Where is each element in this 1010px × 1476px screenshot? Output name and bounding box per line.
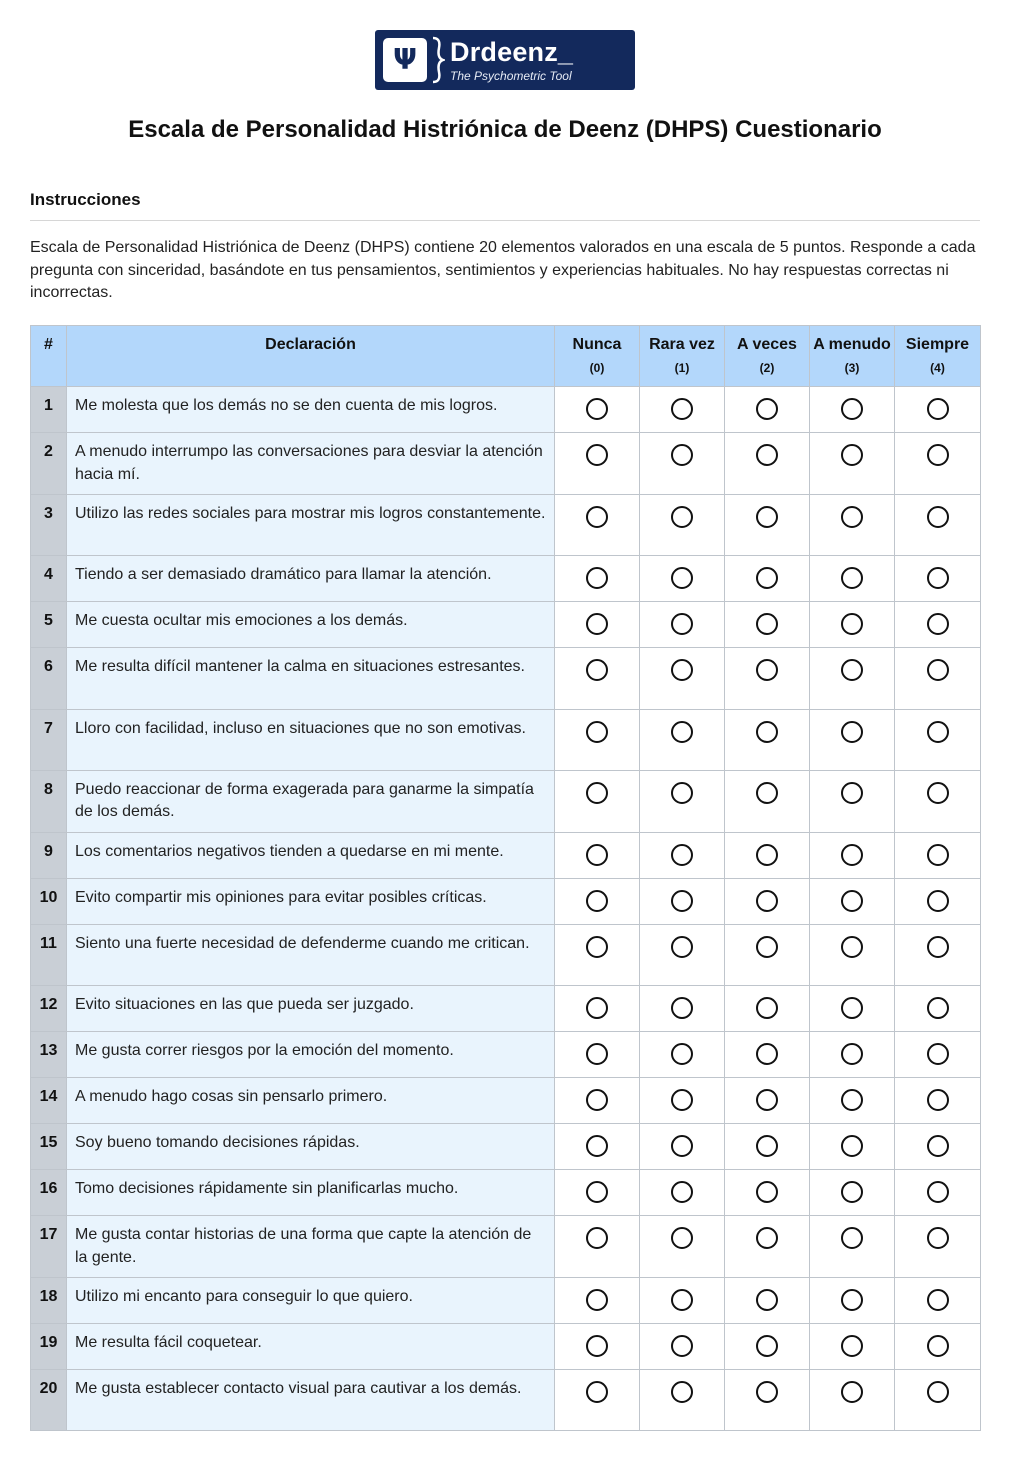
- item-statement: Tomo decisiones rápidamente sin planificarlas mucho.: [67, 1170, 555, 1216]
- option-cell: [810, 1124, 895, 1170]
- item-number: 5: [31, 602, 67, 648]
- option-cell: [640, 648, 725, 709]
- radio-option-0[interactable]: [586, 1289, 608, 1311]
- item-number: 17: [31, 1216, 67, 1278]
- radio-option-1[interactable]: [671, 613, 693, 635]
- table-row: [31, 1078, 981, 1124]
- option-cell: [895, 1216, 981, 1278]
- radio-option-1[interactable]: [671, 782, 693, 804]
- radio-option-0[interactable]: [586, 782, 608, 804]
- option-cell: [555, 1124, 640, 1170]
- radio-option-0[interactable]: [586, 936, 608, 958]
- option-cell: [895, 1078, 981, 1124]
- radio-option-0[interactable]: [586, 844, 608, 866]
- radio-option-1[interactable]: [671, 1289, 693, 1311]
- table-header-row: [31, 326, 981, 387]
- radio-option-1[interactable]: [671, 1381, 693, 1403]
- option-cell: [810, 924, 895, 985]
- radio-option-2[interactable]: [756, 506, 778, 528]
- item-number: 8: [31, 770, 67, 832]
- option-cell: [725, 1078, 810, 1124]
- option-points: (3): [844, 361, 860, 375]
- radio-option-0[interactable]: [586, 997, 608, 1019]
- radio-option-3[interactable]: [841, 1181, 863, 1203]
- item-number: 2: [31, 433, 67, 495]
- item-number: 3: [31, 495, 67, 556]
- radio-option-1[interactable]: [671, 890, 693, 912]
- option-cell: [895, 1170, 981, 1216]
- option-cell: [555, 602, 640, 648]
- divider: [30, 220, 980, 221]
- item-number: 4: [31, 556, 67, 602]
- option-cell: [810, 1324, 895, 1370]
- option-cell: [810, 770, 895, 832]
- option-cell: [640, 1216, 725, 1278]
- radio-option-4[interactable]: [927, 444, 949, 466]
- radio-option-4[interactable]: [927, 613, 949, 635]
- radio-option-2[interactable]: [756, 721, 778, 743]
- item-statement: Utilizo mi encanto para conseguir lo que quiero.: [67, 1278, 555, 1324]
- option-cell: [895, 986, 981, 1032]
- item-number: 10: [31, 878, 67, 924]
- radio-option-1[interactable]: [671, 1043, 693, 1065]
- option-cell: [725, 1032, 810, 1078]
- option-cell: [640, 1278, 725, 1324]
- option-cell: [725, 1324, 810, 1370]
- radio-option-2[interactable]: [756, 844, 778, 866]
- item-number: 11: [31, 924, 67, 985]
- option-cell: [725, 1170, 810, 1216]
- option-cell: [555, 1170, 640, 1216]
- option-cell: [555, 986, 640, 1032]
- radio-option-1[interactable]: [671, 721, 693, 743]
- option-cell: [725, 986, 810, 1032]
- item-statement: Me gusta correr riesgos por la emoción del momento.: [67, 1032, 555, 1078]
- option-cell: [895, 1124, 981, 1170]
- radio-option-0[interactable]: [586, 659, 608, 681]
- radio-option-3[interactable]: [841, 1043, 863, 1065]
- option-cell: [895, 602, 981, 648]
- option-cell: [640, 832, 725, 878]
- option-cell: [640, 433, 725, 495]
- option-cell: [895, 1278, 981, 1324]
- header-option-0: [555, 326, 640, 387]
- header-option-3: [810, 326, 895, 387]
- item-statement: Puedo reaccionar de forma exagerada para ganarme la simpatía de los demás.: [67, 770, 555, 832]
- radio-option-0[interactable]: [586, 444, 608, 466]
- radio-option-4[interactable]: [927, 1089, 949, 1111]
- radio-option-2[interactable]: [756, 1135, 778, 1157]
- option-cell: [640, 495, 725, 556]
- option-cell: [640, 924, 725, 985]
- radio-option-4[interactable]: [927, 1227, 949, 1249]
- option-cell: [725, 1370, 810, 1431]
- radio-option-4[interactable]: [927, 1043, 949, 1065]
- option-cell: [640, 770, 725, 832]
- header-statement: Declaración: [67, 326, 555, 387]
- item-statement: Me resulta difícil mantener la calma en situaciones estresantes.: [67, 648, 555, 709]
- radio-option-4[interactable]: [927, 398, 949, 420]
- option-cell: [725, 924, 810, 985]
- table-row: [31, 770, 981, 832]
- item-statement: Siento una fuerte necesidad de defenderme cuando me critican.: [67, 924, 555, 985]
- radio-option-0[interactable]: [586, 1335, 608, 1357]
- table-row: [31, 1370, 981, 1431]
- option-cell: [555, 495, 640, 556]
- item-statement: Soy bueno tomando decisiones rápidas.: [67, 1124, 555, 1170]
- radio-option-0[interactable]: [586, 506, 608, 528]
- option-cell: [810, 495, 895, 556]
- radio-option-1[interactable]: [671, 398, 693, 420]
- option-cell: [640, 709, 725, 770]
- option-cell: [810, 433, 895, 495]
- option-cell: [810, 556, 895, 602]
- radio-option-4[interactable]: [927, 1335, 949, 1357]
- table-row: [31, 878, 981, 924]
- item-number: 6: [31, 648, 67, 709]
- radio-option-3[interactable]: [841, 890, 863, 912]
- option-cell: [810, 1078, 895, 1124]
- radio-option-1[interactable]: [671, 506, 693, 528]
- option-cell: [555, 556, 640, 602]
- radio-option-4[interactable]: [927, 659, 949, 681]
- radio-option-2[interactable]: [756, 1181, 778, 1203]
- header-number: #: [31, 326, 67, 387]
- table-row: [31, 556, 981, 602]
- radio-option-3[interactable]: [841, 1227, 863, 1249]
- radio-option-3[interactable]: [841, 1089, 863, 1111]
- radio-option-4[interactable]: [927, 890, 949, 912]
- radio-option-3[interactable]: [841, 997, 863, 1019]
- option-cell: [895, 1032, 981, 1078]
- option-cell: [895, 1324, 981, 1370]
- table-row: [31, 709, 981, 770]
- table-row: [31, 648, 981, 709]
- option-cell: [895, 433, 981, 495]
- option-cell: [895, 878, 981, 924]
- radio-option-3[interactable]: [841, 659, 863, 681]
- option-cell: [895, 556, 981, 602]
- item-number: 1: [31, 387, 67, 433]
- option-cell: [640, 1124, 725, 1170]
- option-cell: [555, 1370, 640, 1431]
- item-statement: Me gusta contar historias de una forma que capte la atención de la gente.: [67, 1216, 555, 1278]
- item-statement: Tiendo a ser demasiado dramático para llamar la atención.: [67, 556, 555, 602]
- radio-option-1[interactable]: [671, 567, 693, 589]
- option-cell: [640, 556, 725, 602]
- option-cell: [640, 986, 725, 1032]
- option-cell: [725, 387, 810, 433]
- radio-option-4[interactable]: [927, 936, 949, 958]
- radio-option-0[interactable]: [586, 1381, 608, 1403]
- radio-option-2[interactable]: [756, 567, 778, 589]
- radio-option-4[interactable]: [927, 1135, 949, 1157]
- option-cell: [640, 1078, 725, 1124]
- table-row: [31, 602, 981, 648]
- radio-option-3[interactable]: [841, 1289, 863, 1311]
- page-title: Escala de Personalidad Histriónica de Deenz (DHPS) Cuestionario: [128, 116, 882, 143]
- option-cell: [725, 433, 810, 495]
- questionnaire-table: [30, 325, 981, 1431]
- option-label: A menudo: [813, 336, 891, 353]
- option-points: (1): [674, 361, 690, 375]
- option-label: Rara vez: [649, 336, 715, 353]
- table-row: [31, 495, 981, 556]
- option-cell: [725, 495, 810, 556]
- instructions-text: Escala de Personalidad Histriónica de Deenz (DHPS) contiene 20 elementos valorados en una escala de 5 puntos. Responde a cada pregunta con sinceridad, basándote en tus pensamientos, sentimientos y experiencias habituales. No hay respuestas correctas ni incorrectas.: [30, 239, 976, 301]
- option-points: (4): [930, 361, 945, 375]
- radio-option-1[interactable]: [671, 1089, 693, 1111]
- option-cell: [810, 986, 895, 1032]
- header-option-2: [725, 326, 810, 387]
- item-statement: Utilizo las redes sociales para mostrar mis logros constantemente.: [67, 495, 555, 556]
- option-cell: [895, 495, 981, 556]
- radio-option-1[interactable]: [671, 997, 693, 1019]
- item-statement: Me molesta que los demás no se den cuenta de mis logros.: [67, 387, 555, 433]
- option-cell: [725, 878, 810, 924]
- table-row: [31, 1278, 981, 1324]
- brace-icon: [429, 36, 445, 84]
- radio-option-0[interactable]: [586, 613, 608, 635]
- option-cell: [555, 1324, 640, 1370]
- radio-option-3[interactable]: [841, 782, 863, 804]
- option-points: (0): [589, 361, 605, 375]
- radio-option-1[interactable]: [671, 1227, 693, 1249]
- radio-option-4[interactable]: [927, 844, 949, 866]
- item-number: 15: [31, 1124, 67, 1170]
- radio-option-1[interactable]: [671, 844, 693, 866]
- brand-logo: [375, 30, 635, 90]
- radio-option-4[interactable]: [927, 1289, 949, 1311]
- option-cell: [725, 556, 810, 602]
- radio-option-2[interactable]: [756, 1227, 778, 1249]
- item-number: 7: [31, 709, 67, 770]
- radio-option-1[interactable]: [671, 659, 693, 681]
- option-cell: [555, 770, 640, 832]
- radio-option-4[interactable]: [927, 721, 949, 743]
- item-statement: Me gusta establecer contacto visual para cautivar a los demás.: [67, 1370, 555, 1431]
- radio-option-1[interactable]: [671, 1335, 693, 1357]
- radio-option-0[interactable]: [586, 1181, 608, 1203]
- radio-option-3[interactable]: [841, 844, 863, 866]
- item-number: 18: [31, 1278, 67, 1324]
- brand-tagline: The Psychometric Tool: [450, 69, 572, 83]
- option-cell: [555, 648, 640, 709]
- table-row: [31, 1216, 981, 1278]
- radio-option-3[interactable]: [841, 1381, 863, 1403]
- table-row: [31, 387, 981, 433]
- option-cell: [640, 1324, 725, 1370]
- item-statement: Los comentarios negativos tienden a quedarse en mi mente.: [67, 832, 555, 878]
- option-cell: [555, 387, 640, 433]
- psi-icon: Ψ: [383, 38, 427, 82]
- radio-option-2[interactable]: [756, 1381, 778, 1403]
- radio-option-0[interactable]: [586, 890, 608, 912]
- item-statement: Evito compartir mis opiniones para evitar posibles críticas.: [67, 878, 555, 924]
- header-option-4: [895, 326, 981, 387]
- option-cell: [725, 1278, 810, 1324]
- radio-option-2[interactable]: [756, 782, 778, 804]
- option-cell: [810, 1032, 895, 1078]
- item-statement: Lloro con facilidad, incluso en situaciones que no son emotivas.: [67, 709, 555, 770]
- radio-option-0[interactable]: [586, 1135, 608, 1157]
- table-row: [31, 986, 981, 1032]
- header-option-1: [640, 326, 725, 387]
- option-cell: [640, 387, 725, 433]
- option-cell: [555, 832, 640, 878]
- radio-option-3[interactable]: [841, 1135, 863, 1157]
- item-number: 12: [31, 986, 67, 1032]
- radio-option-3[interactable]: [841, 444, 863, 466]
- option-cell: [895, 770, 981, 832]
- option-cell: [725, 832, 810, 878]
- radio-option-2[interactable]: [756, 1335, 778, 1357]
- radio-option-2[interactable]: [756, 1089, 778, 1111]
- radio-option-2[interactable]: [756, 936, 778, 958]
- option-cell: [895, 709, 981, 770]
- option-cell: [555, 1278, 640, 1324]
- option-cell: [555, 1216, 640, 1278]
- radio-option-1[interactable]: [671, 444, 693, 466]
- item-number: 14: [31, 1078, 67, 1124]
- radio-option-2[interactable]: [756, 1043, 778, 1065]
- radio-option-2[interactable]: [756, 444, 778, 466]
- item-statement: A menudo interrumpo las conversaciones para desviar la atención hacia mí.: [67, 433, 555, 495]
- option-cell: [725, 709, 810, 770]
- table-row: [31, 832, 981, 878]
- option-cell: [810, 1170, 895, 1216]
- option-cell: [895, 832, 981, 878]
- radio-option-0[interactable]: [586, 398, 608, 420]
- option-cell: [810, 602, 895, 648]
- option-cell: [810, 387, 895, 433]
- radio-option-4[interactable]: [927, 782, 949, 804]
- radio-option-2[interactable]: [756, 659, 778, 681]
- radio-option-1[interactable]: [671, 936, 693, 958]
- option-cell: [810, 1216, 895, 1278]
- radio-option-2[interactable]: [756, 398, 778, 420]
- radio-option-4[interactable]: [927, 1181, 949, 1203]
- radio-option-3[interactable]: [841, 721, 863, 743]
- option-cell: [555, 709, 640, 770]
- option-cell: [725, 648, 810, 709]
- option-cell: [555, 1078, 640, 1124]
- option-cell: [895, 387, 981, 433]
- option-cell: [555, 924, 640, 985]
- option-cell: [640, 878, 725, 924]
- table-row: [31, 1124, 981, 1170]
- table-row: [31, 1170, 981, 1216]
- option-cell: [640, 1370, 725, 1431]
- radio-option-4[interactable]: [927, 997, 949, 1019]
- radio-option-3[interactable]: [841, 1335, 863, 1357]
- item-statement: A menudo hago cosas sin pensarlo primero.: [67, 1078, 555, 1124]
- option-cell: [555, 433, 640, 495]
- option-cell: [725, 1216, 810, 1278]
- radio-option-3[interactable]: [841, 613, 863, 635]
- option-label: Nunca: [572, 336, 622, 353]
- item-number: 16: [31, 1170, 67, 1216]
- option-cell: [640, 1032, 725, 1078]
- option-cell: [810, 832, 895, 878]
- option-cell: [640, 602, 725, 648]
- radio-option-0[interactable]: [586, 721, 608, 743]
- radio-option-3[interactable]: [841, 398, 863, 420]
- item-statement: Me cuesta ocultar mis emociones a los demás.: [67, 602, 555, 648]
- radio-option-3[interactable]: [841, 936, 863, 958]
- item-statement: Evito situaciones en las que pueda ser juzgado.: [67, 986, 555, 1032]
- option-cell: [810, 1278, 895, 1324]
- option-cell: [810, 709, 895, 770]
- table-row: [31, 1324, 981, 1370]
- item-number: 9: [31, 832, 67, 878]
- option-cell: [810, 1370, 895, 1431]
- option-cell: [725, 602, 810, 648]
- brand-name: Drdeenz_: [450, 37, 574, 67]
- option-cell: [895, 924, 981, 985]
- option-cell: [895, 1370, 981, 1431]
- option-points: (2): [759, 361, 775, 375]
- option-cell: [555, 878, 640, 924]
- instructions-heading: Instrucciones: [30, 190, 141, 209]
- table-row: [31, 1032, 981, 1078]
- option-label: A veces: [737, 336, 797, 353]
- option-cell: [810, 878, 895, 924]
- table-row: [31, 924, 981, 985]
- radio-option-0[interactable]: [586, 1227, 608, 1249]
- option-cell: [895, 648, 981, 709]
- radio-option-3[interactable]: [841, 506, 863, 528]
- radio-option-1[interactable]: [671, 1135, 693, 1157]
- radio-option-0[interactable]: [586, 1089, 608, 1111]
- table-row: [31, 433, 981, 495]
- option-label: Siempre: [905, 336, 970, 353]
- radio-option-3[interactable]: [841, 567, 863, 589]
- radio-option-1[interactable]: [671, 1181, 693, 1203]
- radio-option-4[interactable]: [927, 567, 949, 589]
- option-cell: [810, 648, 895, 709]
- option-cell: [555, 1032, 640, 1078]
- item-number: 19: [31, 1324, 67, 1370]
- item-number: 13: [31, 1032, 67, 1078]
- option-cell: [725, 770, 810, 832]
- radio-option-0[interactable]: [586, 1043, 608, 1065]
- radio-option-4[interactable]: [927, 1381, 949, 1403]
- item-number: 20: [31, 1370, 67, 1431]
- radio-option-2[interactable]: [756, 613, 778, 635]
- option-cell: [725, 1124, 810, 1170]
- option-cell: [640, 1170, 725, 1216]
- radio-option-2[interactable]: [756, 890, 778, 912]
- radio-option-0[interactable]: [586, 567, 608, 589]
- radio-option-2[interactable]: [756, 997, 778, 1019]
- item-statement: Me resulta fácil coquetear.: [67, 1324, 555, 1370]
- radio-option-4[interactable]: [927, 506, 949, 528]
- radio-option-2[interactable]: [756, 1289, 778, 1311]
